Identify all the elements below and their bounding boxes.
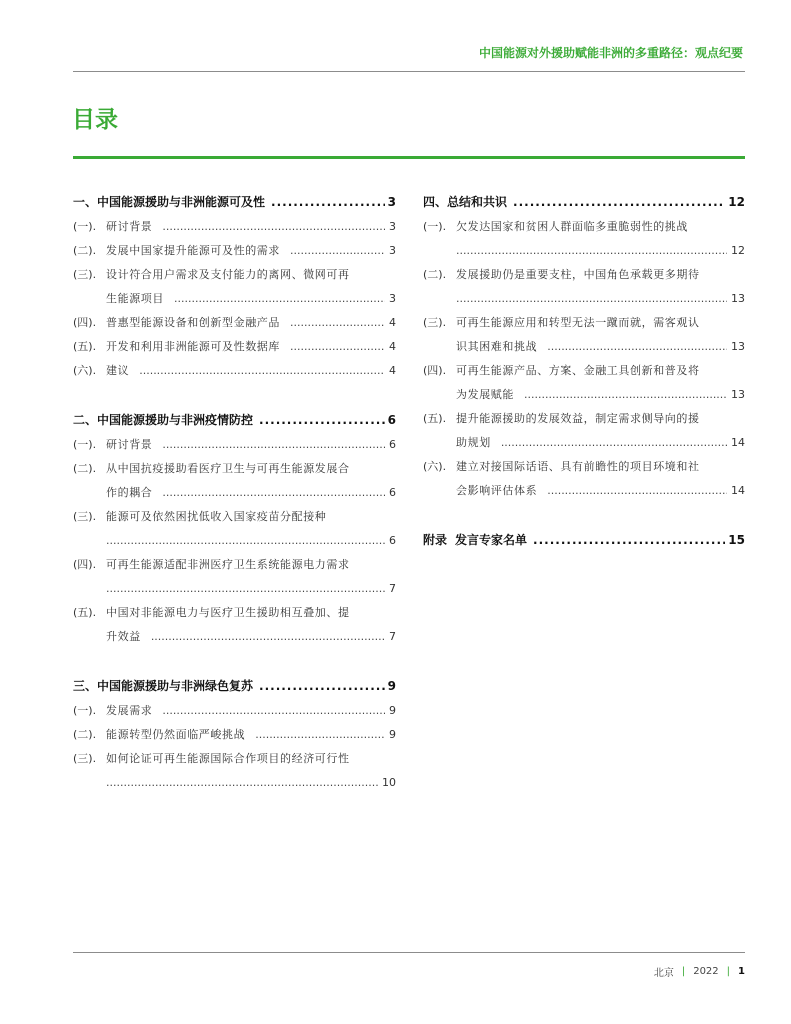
leader-dots [271, 195, 385, 209]
footer-city: 北京 [653, 968, 674, 979]
toc-entry[interactable] [423, 263, 745, 311]
leader-dots [513, 195, 725, 209]
appendix-page: 15 [728, 533, 745, 547]
toc-right-column [423, 193, 745, 553]
entry-body [106, 723, 396, 747]
toc-entry[interactable] [73, 747, 396, 795]
entry-number: (四). [423, 364, 447, 377]
entry-line [106, 215, 396, 239]
entry-text: 开发和利用非洲能源可及性数据库 [106, 340, 280, 353]
section-page: 3 [387, 195, 396, 209]
entry-text: 研讨背景 [106, 220, 153, 233]
entry-line [106, 263, 396, 287]
entry-body [106, 311, 396, 335]
toc-entry[interactable] [73, 239, 396, 263]
toc-entry[interactable] [73, 263, 396, 311]
entry-line [456, 335, 745, 359]
toc-right-sections [423, 193, 745, 503]
entry-number: (一). [73, 704, 97, 717]
toc-section-heading[interactable] [73, 193, 396, 215]
section-spacer [73, 383, 396, 411]
leader-dots [290, 335, 385, 359]
entry-line [456, 287, 745, 311]
entry-line [106, 359, 396, 383]
entry-number: (四). [73, 558, 97, 571]
entry-line [456, 359, 745, 383]
entry-body [456, 215, 745, 263]
leader-dots [456, 239, 727, 263]
report-running-title: 中国能源对外援助赋能非洲的多重路径：观点纪要 [478, 46, 743, 60]
entry-body [106, 601, 396, 649]
toc-entry[interactable] [73, 699, 396, 723]
appendix-title: 发言专家名单 [455, 533, 528, 547]
leader-dots [456, 287, 727, 311]
entry-line [106, 577, 396, 601]
entry-number: (五). [73, 340, 97, 353]
entry-number: (一). [423, 220, 447, 233]
toc-entry[interactable] [73, 215, 396, 239]
entry-line [106, 287, 396, 311]
appendix-label: 附录 [423, 533, 448, 547]
toc-entry[interactable] [73, 601, 396, 649]
entry-line [106, 699, 396, 723]
footer-divider [73, 952, 745, 953]
entry-line [456, 455, 745, 479]
entry-page: 10 [382, 776, 396, 789]
entry-page: 6 [389, 438, 396, 451]
toc-entry[interactable] [73, 723, 396, 747]
entry-text: 发展需求 [106, 704, 153, 717]
leader-dots [162, 215, 385, 239]
entry-number: (一). [73, 438, 97, 451]
entry-line [106, 553, 396, 577]
title-divider [73, 156, 745, 159]
section-page: 9 [387, 679, 396, 693]
footer-separator: | [681, 966, 686, 977]
entry-text: 可再生能源应用和转型无法一蹴而就，需客观认 [456, 316, 700, 329]
entry-text: 可再生能源产品、方案、金融工具创新和普及将 [456, 364, 700, 377]
entry-text: 欠发达国家和贫困人群面临多重脆弱性的挑战 [456, 220, 688, 233]
entry-line [456, 311, 745, 335]
toc-entry[interactable] [73, 505, 396, 553]
entry-text: 中国对非能源电力与医疗卫生援助相互叠加、提 [106, 606, 350, 619]
leader-dots [162, 699, 385, 723]
entry-body [456, 359, 745, 407]
toc-entry[interactable] [73, 457, 396, 505]
entry-number: (五). [73, 606, 97, 619]
entry-text: 发展援助仍是重要支柱，中国角色承载更多期待 [456, 268, 700, 281]
toc-entry[interactable] [73, 433, 396, 457]
leader-dots [139, 359, 385, 383]
toc-left-column [73, 193, 396, 795]
toc-entry[interactable] [423, 455, 745, 503]
entry-number: (四). [73, 316, 97, 329]
leader-dots [162, 433, 385, 457]
leader-dots [106, 529, 385, 553]
entry-line [106, 771, 396, 795]
leader-dots [501, 431, 727, 455]
footer-separator: | [726, 966, 731, 977]
entry-line [456, 239, 745, 263]
toc-entry[interactable] [73, 335, 396, 359]
entry-text: 升效益 [106, 630, 141, 643]
entry-page: 9 [389, 728, 396, 741]
entry-text: 提升能源援助的发展效益，制定需求侧导向的援 [456, 412, 700, 425]
entry-page: 14 [731, 484, 745, 497]
entry-page: 4 [389, 340, 396, 353]
entry-body [106, 433, 396, 457]
entry-page: 9 [389, 704, 396, 717]
entry-line [106, 601, 396, 625]
leader-dots [290, 311, 385, 335]
toc-entry[interactable] [73, 311, 396, 335]
entry-line [106, 457, 396, 481]
section-title: 一、中国能源援助与非洲能源可及性 [73, 195, 266, 209]
entry-number: (三). [423, 316, 447, 329]
entry-text: 可再生能源适配非洲医疗卫生系统能源电力需求 [106, 558, 350, 571]
entry-text: 如何论证可再生能源国际合作项目的经济可行性 [106, 752, 350, 765]
entry-text: 研讨背景 [106, 438, 153, 451]
entry-line [106, 239, 396, 263]
leader-dots [106, 771, 378, 795]
entry-body [106, 699, 396, 723]
toc-appendix[interactable] [423, 531, 745, 553]
entry-body [456, 311, 745, 359]
entry-line [106, 723, 396, 747]
entry-number: (三). [73, 752, 97, 765]
entry-text: 为发展赋能 [456, 388, 514, 401]
entry-text: 发展中国家提升能源可及性的需求 [106, 244, 280, 257]
entry-number: (三). [73, 510, 97, 523]
entry-text: 建立对接国际话语、具有前瞻性的项目环境和社 [456, 460, 700, 473]
entry-body [106, 239, 396, 263]
header-divider [73, 71, 745, 72]
footer-year: 2022 [693, 966, 719, 977]
entry-page: 4 [389, 364, 396, 377]
entry-number: (三). [73, 268, 97, 281]
entry-page: 6 [389, 486, 396, 499]
leader-dots [162, 481, 385, 505]
toc-entry[interactable] [423, 359, 745, 407]
section-spacer [423, 503, 745, 531]
entry-number: (五). [423, 412, 447, 425]
leader-dots [106, 577, 385, 601]
page-title: 目录 [72, 107, 118, 133]
section-title: 三、中国能源援助与非洲绿色复苏 [73, 679, 254, 693]
section-page: 6 [387, 413, 396, 427]
entry-page: 13 [731, 388, 745, 401]
page-number: 1 [738, 966, 745, 977]
entry-body [106, 215, 396, 239]
page-footer [654, 964, 745, 979]
leader-dots [174, 287, 385, 311]
entry-text: 设计符合用户需求及支付能力的离网、微网可再 [106, 268, 350, 281]
entry-page: 7 [389, 630, 396, 643]
entry-body [456, 263, 745, 311]
toc-entry[interactable] [423, 407, 745, 455]
entry-page: 14 [731, 436, 745, 449]
entry-line [106, 625, 396, 649]
leader-dots [259, 413, 385, 427]
toc-entry[interactable] [73, 553, 396, 601]
entry-line [106, 311, 396, 335]
entry-page: 3 [389, 220, 396, 233]
section-title: 四、总结和共识 [423, 195, 508, 209]
toc-entry[interactable] [423, 215, 745, 263]
entry-line [456, 431, 745, 455]
entry-page: 13 [731, 340, 745, 353]
entry-text: 能源转型仍然面临严峻挑战 [106, 728, 246, 741]
entry-line [456, 407, 745, 431]
entry-line [456, 215, 745, 239]
toc-section-heading[interactable] [423, 193, 745, 215]
entry-page: 4 [389, 316, 396, 329]
entry-text: 生能源项目 [106, 292, 164, 305]
entry-page: 7 [389, 582, 396, 595]
entry-line [106, 481, 396, 505]
entry-line [106, 433, 396, 457]
entry-line [456, 479, 745, 503]
entry-text: 助规划 [456, 436, 491, 449]
entry-number: (二). [423, 268, 447, 281]
entry-page: 12 [731, 244, 745, 257]
entry-number: (二). [73, 462, 97, 475]
entry-page: 3 [389, 244, 396, 257]
entry-text: 从中国抗疫援助看医疗卫生与可再生能源发展合 [106, 462, 350, 475]
entry-line [456, 383, 745, 407]
entry-body [106, 359, 396, 383]
entry-text: 识其困难和挑战 [456, 340, 538, 353]
entry-page: 13 [731, 292, 745, 305]
leader-dots [259, 679, 385, 693]
entry-number: (二). [73, 728, 97, 741]
leader-dots [547, 335, 727, 359]
entry-line [106, 335, 396, 359]
entry-text: 能源可及依然困扰低收入国家疫苗分配接种 [106, 510, 327, 523]
entry-line [106, 529, 396, 553]
entry-body [456, 407, 745, 455]
leader-dots [255, 723, 385, 747]
toc-entry[interactable] [423, 311, 745, 359]
entry-number: (二). [73, 244, 97, 257]
leader-dots [290, 239, 385, 263]
entry-number: (一). [73, 220, 97, 233]
toc-entry[interactable] [73, 359, 396, 383]
entry-number: (六). [423, 460, 447, 473]
toc-section-heading[interactable] [73, 677, 396, 699]
entry-line [106, 747, 396, 771]
section-title: 二、中国能源援助与非洲疫情防控 [73, 413, 254, 427]
entry-body [106, 553, 396, 601]
toc-section-heading[interactable] [73, 411, 396, 433]
entry-text: 建议 [106, 364, 130, 377]
leader-dots [151, 625, 385, 649]
entry-body [106, 457, 396, 505]
entry-text: 会影响评估体系 [456, 484, 538, 497]
entry-body [106, 747, 396, 795]
entry-body [106, 335, 396, 359]
entry-body [456, 455, 745, 503]
leader-dots [547, 479, 727, 503]
section-spacer [73, 649, 396, 677]
entry-body [106, 505, 396, 553]
leader-dots [524, 383, 727, 407]
entry-text: 作的耦合 [106, 486, 153, 499]
entry-text: 普惠型能源设备和创新型金融产品 [106, 316, 280, 329]
entry-page: 6 [389, 534, 396, 547]
section-page: 12 [728, 195, 745, 209]
entry-line [106, 505, 396, 529]
leader-dots [533, 533, 725, 547]
entry-page: 3 [389, 292, 396, 305]
entry-line [456, 263, 745, 287]
entry-number: (六). [73, 364, 97, 377]
entry-body [106, 263, 396, 311]
